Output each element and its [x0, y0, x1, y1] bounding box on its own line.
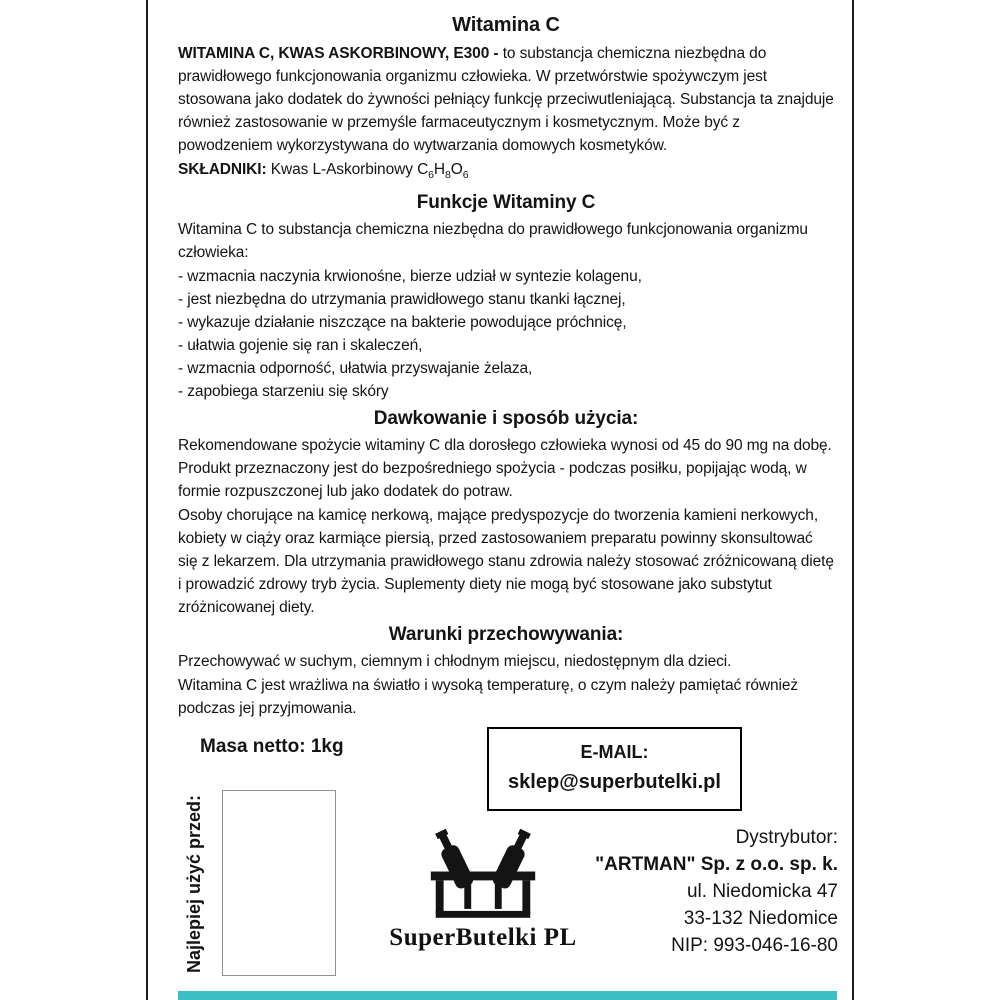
- distributor-company: "ARTMAN" Sp. z o.o. sp. k.: [595, 854, 838, 875]
- bottom-color-bar: [178, 991, 837, 1000]
- storage-heading: Warunki przechowywania:: [388, 624, 624, 646]
- list-item: - jest niezbędna do utrzymania prawidłowego stanu tkanki łącznej,: [178, 291, 626, 309]
- distributor-nip: NIP: 993-046-16-80: [671, 935, 838, 956]
- dosage-paragraph-2: Osoby chorujące na kamicę nerkową, mające predyspozycje do tworzenia kamieni nerkowych, kobiety w ciąży oraz karmiące piersią, przed zastosowaniem preparatu powinny skonsultować się z lekarzem. Dla utrzymania prawidłowego stanu zdrowia należy stosować zróżnicowaną dietę i prowadzić zdrowy tryb życia. Suplementy diety nie mogą być stosowane jako substytut zróżnicowanej diety.: [178, 507, 834, 617]
- storage-paragraph-1: Przechowywać w suchym, ciemnym i chłodnym miejscu, niedostępnym dla dzieci.: [178, 653, 732, 671]
- list-item: - wzmacnia naczynia krwionośne, bierze udział w syntezie kolagenu,: [178, 268, 642, 286]
- net-weight: Masa netto: 1kg: [200, 736, 344, 757]
- email-label: E-MAIL:: [580, 742, 649, 762]
- list-item: - zapobiega starzeniu się skóry: [178, 383, 389, 401]
- list-item: - wzmacnia odporność, ułatwia przyswajanie żelaza,: [178, 360, 533, 378]
- list-item: - wykazuje działanie niszczące na bakterie powodujące próchnicę,: [178, 314, 627, 332]
- left-border-line: [146, 0, 148, 1000]
- storage-paragraph-2: Witamina C jest wrażliwa na światło i wysoką temperaturę, o czym należy pamiętać również podczas jej przyjmowania.: [178, 677, 799, 718]
- ingredients-line: [178, 158, 834, 187]
- distributor-city: 33-132 Niedomice: [683, 908, 838, 929]
- right-border-line: [852, 0, 854, 1000]
- functions-heading: Funkcje Witaminy C: [416, 192, 596, 214]
- email-box: [487, 727, 742, 811]
- intro-paragraph: [178, 42, 834, 157]
- distributor-label: Dystrybutor:: [735, 827, 838, 848]
- intro-lead: WITAMINA C, KWAS ASKORBINOWY, E300 -: [178, 45, 499, 62]
- brand-name: SuperButelki PL: [389, 924, 577, 951]
- distributor-block: [520, 824, 838, 959]
- best-before-label: Najlepiej użyć przed:: [184, 794, 204, 974]
- dosage-heading: Dawkowanie i sposób użycia:: [373, 408, 639, 430]
- best-before-box: [222, 790, 336, 976]
- email-address: sklep@superbutelki.pl: [508, 771, 721, 793]
- ingredients-label: SKŁADNIKI:: [178, 161, 267, 178]
- label-content: [178, 12, 834, 721]
- distributor-street: ul. Niedomicka 47: [686, 881, 838, 902]
- chemical-formula: $C_6H_8O_6$: [417, 161, 469, 182]
- functions-intro: Witamina C to substancja chemiczna niezbędna do prawidłowego funkcjonowania organizmu człowieka:: [178, 221, 808, 262]
- page-title: Witamina C: [452, 14, 560, 36]
- list-item: - ułatwia gojenie się ran i skaleczeń,: [178, 337, 423, 355]
- dosage-paragraph-1: Rekomendowane spożycie witaminy C dla dorosłego człowieka wynosi od 45 do 90 mg na dobę. Produkt przeznaczony jest do bezpośredniego spożycia - podczas posiłku, popijając wodą, w formie rozpuszczonej lub jako dodatek do potraw.: [178, 437, 832, 501]
- ingredients-text: Kwas L-Askorbinowy: [270, 161, 413, 178]
- intro-text: to substancja chemiczna niezbędna do prawidłowego funkcjonowania organizmu człowieka. W przetwórstwie spożywczym jest stosowana jako dodatek do żywności pełniący funkcję przeciwutleniającą. Substancja ta znajduje również zastosowanie w przemyśle farmaceutycznym i kosmetycznym. Może być z powodzeniem wykorzystywana do wytwarzania domowych kosmetyków.: [178, 45, 834, 154]
- functions-list: [178, 265, 834, 403]
